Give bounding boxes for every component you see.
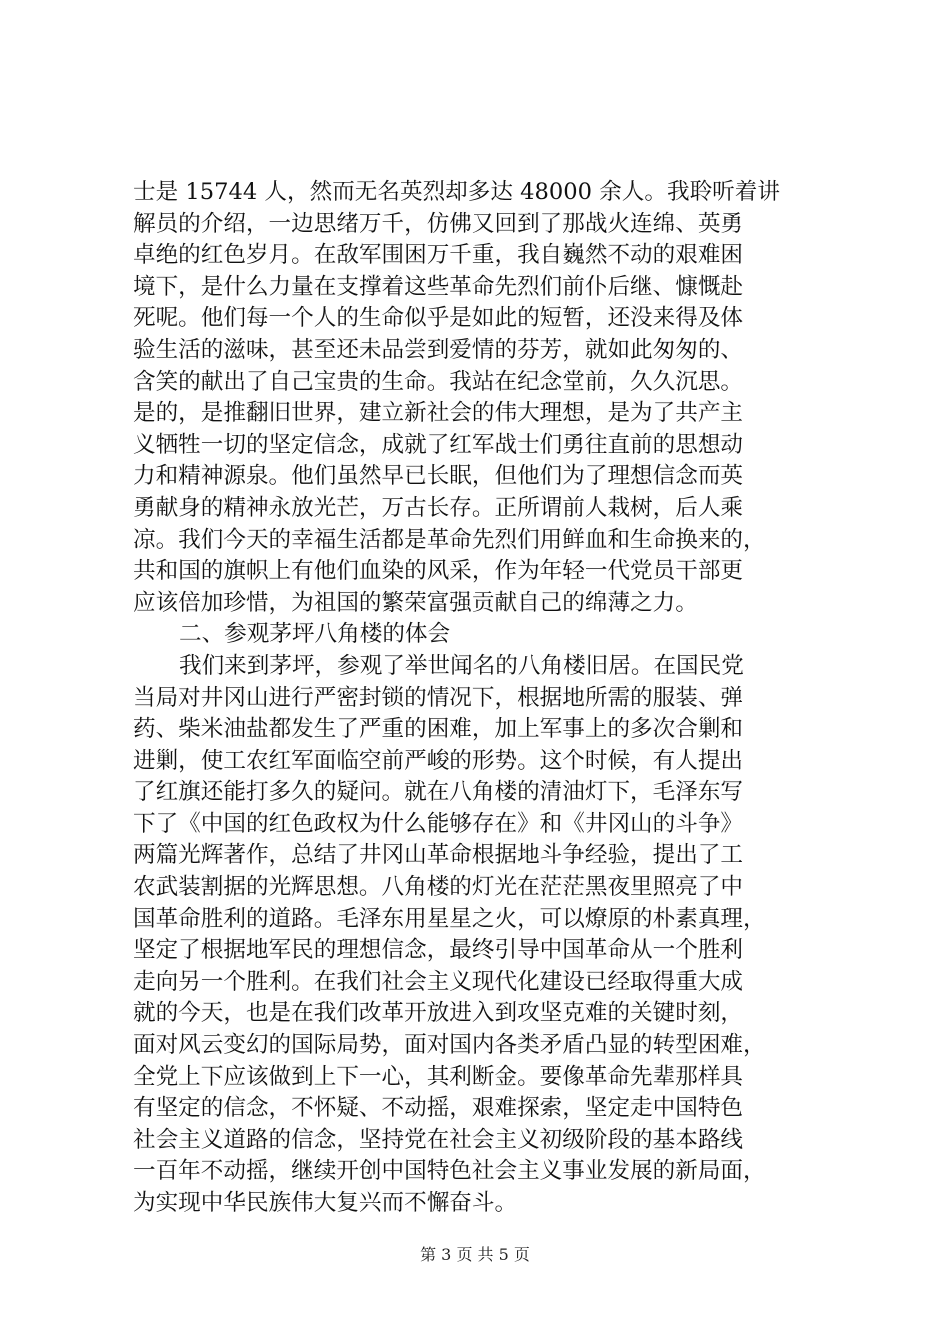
text-line: 卓绝的红色岁月。在敌军围困万千重，我自巍然不动的艰难困 [133,242,744,269]
text-line: 当局对井冈山进行严密封锁的情况下，根据地所需的服装、弹 [133,684,744,711]
text-line: 就的今天，也是在我们改革开放进入到攻坚克难的关键时刻， [133,1000,744,1027]
text-line: 义牺牲一切的坚定信念，成就了红军战士们勇往直前的思想动 [133,431,744,458]
text-line: 勇献身的精神永放光芒，万古长存。正所谓前人栽树，后人乘 [133,494,744,521]
text-line: 全党上下应该做到上下一心，其利断金。要像革命先辈那样具 [133,1063,744,1090]
text-line: 了红旗还能打多久的疑问。就在八角楼的清油灯下，毛泽东写 [133,779,744,806]
text-line: 是的，是推翻旧世界，建立新社会的伟大理想，是为了共产主 [133,400,744,427]
text-line: 士是 15744 人，然而无名英烈却多达 48000 余人。我聆听着讲 [133,179,780,205]
text-line: 社会主义道路的信念，坚持党在社会主义初级阶段的基本路线 [133,1126,744,1153]
section-heading: 二、参观茅坪八角楼的体会 [179,621,451,648]
text-line: 农武装割据的光辉思想。八角楼的灯光在茫茫黑夜里照亮了中 [133,874,744,901]
page-footer: 第 3 页 共 5 页 [420,1245,530,1264]
text-line: 面对风云变幻的国际局势，面对国内各类矛盾凸显的转型困难， [133,1032,766,1059]
text-line: 两篇光辉著作，总结了井冈山革命根据地斗争经验，提出了工 [133,842,744,869]
text-line: 共和国的旗帜上有他们血染的风采，作为年轻一代党员干部更 [133,558,744,585]
text-line: 为实现中华民族伟大复兴而不懈奋斗。 [133,1190,518,1216]
text-line: 有坚定的信念，不怀疑、不动摇，艰难探索，坚定走中国特色 [133,1095,744,1122]
text-line: 死呢。他们每一个人的生命似乎是如此的短暂，还没来得及体 [133,305,744,332]
text-line: 力和精神源泉。他们虽然早已长眠，但他们为了理想信念而英 [133,463,744,490]
text-line: 走向另一个胜利。在我们社会主义现代化建设已经取得重大成 [133,968,744,995]
text-line: 一百年不动摇，继续开创中国特色社会主义事业发展的新局面， [133,1158,766,1185]
body-text [133,177,823,1220]
text-line: 我们来到茅坪，参观了举世闻名的八角楼旧居。在国民党 [179,652,744,679]
text-line: 境下，是什么力量在支撑着这些革命先烈们前仆后继、慷慨赴 [133,273,744,300]
text-line: 进剿，使工农红军面临空前严峻的形势。这个时候，有人提出 [133,747,744,774]
text-line: 凉。我们今天的幸福生活都是革命先烈们用鲜血和生命换来的， [133,526,766,553]
text-line: 药、柴米油盐都发生了严重的困难，加上军事上的多次合剿和 [133,716,744,743]
text-line: 验生活的滋味，甚至还未品尝到爱情的芬芳，就如此匆匆的、 [133,336,744,363]
text-line: 下了《中国的红色政权为什么能够存在》和《井冈山的斗争》 [133,810,744,837]
text-line: 坚定了根据地军民的理想信念，最终引导中国革命从一个胜利 [133,937,744,964]
text-line: 解员的介绍，一边思绪万千，仿佛又回到了那战火连绵、英勇 [133,210,744,237]
text-line: 应该倍加珍惜，为祖国的繁荣富强贡献自己的绵薄之力。 [133,589,698,616]
text-line: 含笑的献出了自己宝贵的生命。我站在纪念堂前，久久沉思。 [133,368,744,395]
text-line: 国革命胜利的道路。毛泽东用星星之火，可以燎原的朴素真理， [133,905,766,932]
